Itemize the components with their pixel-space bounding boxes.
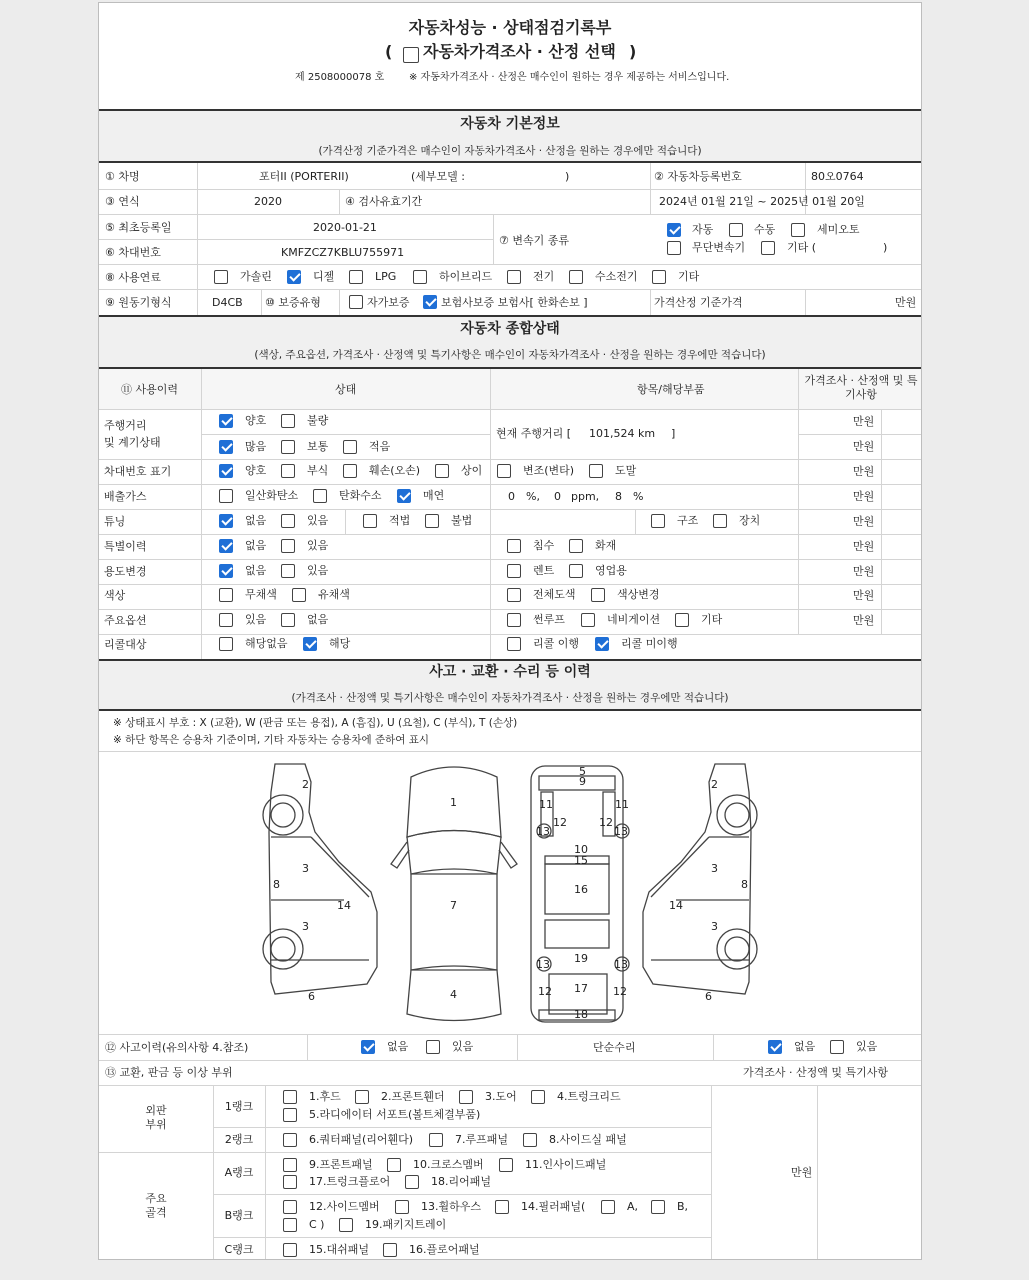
diagram-label-18: 18 <box>574 1008 588 1021</box>
part-trunk-lid-checkbox[interactable] <box>531 1090 545 1104</box>
inspection-validity: 2024년 01월 21일 ~ 2025년 01월 20일 <box>659 195 865 208</box>
special-flood-checkbox[interactable] <box>507 539 521 553</box>
accident-none-checkbox[interactable] <box>361 1040 375 1054</box>
diagram-label-13c: 13 <box>536 958 550 971</box>
emission-smoke-checkbox[interactable] <box>397 489 411 503</box>
pillar-c-checkbox[interactable] <box>283 1218 297 1232</box>
usage-business-checkbox[interactable] <box>569 564 583 578</box>
simple-repair-none-checkbox[interactable] <box>768 1040 782 1054</box>
part-front-fender-checkbox[interactable] <box>355 1090 369 1104</box>
vin-damage-checkbox[interactable] <box>343 464 357 478</box>
diagram-label-6: 6 <box>308 990 315 1003</box>
inspection-form: 자동차성능 · 상태점검기록부 ( 자동차가격조사 · 산정 선택 ) 제 2508000078 호 ※ 자동차가격조사 · 산정은 매수인이 원하는 경우 제공하는 서비스입니다. 자동차 기본정보 (가격산정 기준가격은 매수인이 자동차가격조사 · 산정을 원하는 경우에만 적습니다) ① 차명 포터II (PORTERII) (세부모델 : ) ② 자동차등록번호 80오0764 ③ 연식 2020 ④ 검사유효기간 2024년 01월 21일 ~ 2025년 01월 20일 ⑤ 최초등록일 2020-01-21 ⑦ 변속기 종류 ⑥ 차대번호 KMFZCZ7KBLU755971 자동 수동 세미오토 무단변속기 기타 ( ) ⑧ 사용연료 가솔린 디젤 LPG 하이브리드 전기 수소전기 기타 ⑨ 원동기형식 D4CB ⑩ 보증유형 자가보증 보험사보증 보험사[ 한화손보 ] 가격산정 기준가격 만원 자동차 종합상태 (색상, 주요옵션, 가격조사 · 산정액 및 특기사항은 매수인이 자동차가격조사 · 산정을 원하는 경우에만 적습니다) ⑪ 사용이력 상태 항목/해당부품 가격조사 · 산정액 및 특기사항 주행거리 및 계기상태 양호 불량 많음 보통 적음 현재 주행거리 [ 101,524 km ] 만원 만원 차대번호 표기 양호 부식 훼손(오손) 상이 변조(변타) 도말 만원 배출가스 일산화탄소 탄화수소 매연 0 %, 0 ppm, 8 % 만원 튜닝 없음 있음 적법 불법 구조 장치 만원 특별이력 없음 있음 침수 화재 만원 용도변경 없음 있음 렌트 영업용 만원 색상 무채색 유채색 전체도색 색상변경 만원 주요옵션 있음 없음 썬루프 네비게이션 기타 만원 리콜대상 해당없음 해당 리콜 이행 리콜 미이행 사고 · 교환 · 수리 등 이력 (가격조사 · 산정액 및 특기사항은 매수인이 자동차가격조사 · 산정을 원하는 경우에만 적습니다) ※ 상태표시 부호 : X (교환), W (판금 또는 용접), A (흠집), U (요철), C (부식), T (손상) ※ 하단 항목은 승용차 기준이며, 기타 자동차는 승용차에 준하여 표시 2 3 3 8 14 6 1 7 4 5 9 11 11 12 12 13 13 10 15 16 19 13 13 12 12 17 18 2 3 3 8 14 6 ⑫ 사고이력(유의사항 4.참조) 없음 있음 단순수리 없음 있음 ⑬ 교환, 판금 등 이상 부위 가격조사 · 산정액 및 특기사항 외판 부위 주요 골격 1랭크 2랭크 A랭크 B랭크 C랭크 만원 1.후드 2.프론트휀더 3.도어 4.트렁크리드 5.라디에이터 서포트(볼트체결부품) 6.쿼터패널(리어휀다) 7.루프패널 8.사이드실 패널 9.프론트패널 10.크로스멤버 11.인사이드패널 17.트렁크플로어 18.리어패널 12.사이드멤버 13.휠하우스 14.필러패널( A, B, C ) 19.패키지트레이 15.대쉬패널 16.플로어패널 <box>98 2 922 1260</box>
diagram-label-3ar: 3 <box>711 862 718 875</box>
diagram-label-5: 5 <box>579 765 586 778</box>
diagram-label-1: 1 <box>450 796 457 809</box>
warranty-self-checkbox[interactable] <box>349 295 363 309</box>
color-achromatic-checkbox[interactable] <box>219 588 233 602</box>
diagram-label-13a: 13 <box>536 825 550 838</box>
part-trunk-floor-checkbox[interactable] <box>283 1175 297 1189</box>
diagram-label-14r: 14 <box>669 899 683 912</box>
part-cross-member-checkbox[interactable] <box>387 1158 401 1172</box>
usage-none-checkbox[interactable] <box>219 564 233 578</box>
vin-corrosion-checkbox[interactable] <box>281 464 295 478</box>
part-dash-panel-checkbox[interactable] <box>283 1243 297 1257</box>
diagram-label-12a: 12 <box>553 816 567 829</box>
special-fire-checkbox[interactable] <box>569 539 583 553</box>
diagram-label-12d: 12 <box>613 985 627 998</box>
options-navigation-checkbox[interactable] <box>581 613 595 627</box>
warranty-insurance-checkbox[interactable] <box>423 295 437 309</box>
tuning-exists-checkbox[interactable] <box>281 514 295 528</box>
vin-painted-checkbox[interactable] <box>589 464 603 478</box>
recall-na-checkbox[interactable] <box>219 637 233 651</box>
recall-done-checkbox[interactable] <box>507 637 521 651</box>
outer-panel-label: 외판 부위 <box>145 1104 167 1131</box>
emission-hc-checkbox[interactable] <box>313 489 327 503</box>
fuel-diesel-checkbox[interactable] <box>287 270 301 284</box>
trans-manual-checkbox[interactable] <box>729 223 743 237</box>
accident-exists-checkbox[interactable] <box>426 1040 440 1054</box>
trans-auto-checkbox[interactable] <box>667 223 681 237</box>
vehicle-diagram <box>99 752 921 1034</box>
diagram-label-2r: 2 <box>711 778 718 791</box>
diagram-label-3br: 3 <box>711 920 718 933</box>
fuel-hydrogen-checkbox[interactable] <box>569 270 583 284</box>
fuel-other-checkbox[interactable] <box>652 270 666 284</box>
color-fullpaint-checkbox[interactable] <box>507 588 521 602</box>
diagram-label-12c: 12 <box>538 985 552 998</box>
diagram-label-11b: 11 <box>615 798 629 811</box>
diagram-label-19: 19 <box>574 952 588 965</box>
vin-different-checkbox[interactable] <box>435 464 449 478</box>
part-side-sill-checkbox[interactable] <box>523 1133 537 1147</box>
tuning-device-checkbox[interactable] <box>713 514 727 528</box>
first-registration: 2020-01-21 <box>313 221 377 234</box>
diagram-label-7: 7 <box>450 899 457 912</box>
status-title: 자동차 종합상태 <box>460 321 560 337</box>
fuel-gasoline-checkbox[interactable] <box>214 270 228 284</box>
part-side-member-checkbox[interactable] <box>283 1200 297 1214</box>
emission-co-checkbox[interactable] <box>219 489 233 503</box>
trans-cvt-checkbox[interactable] <box>667 241 681 255</box>
special-none-checkbox[interactable] <box>219 539 233 553</box>
part-package-tray-checkbox[interactable] <box>339 1218 353 1232</box>
vin-good-checkbox[interactable] <box>219 464 233 478</box>
main-frame-label: 주요 골격 <box>145 1192 167 1219</box>
tuning-illegal-checkbox[interactable] <box>425 514 439 528</box>
usage-exists-checkbox[interactable] <box>281 564 295 578</box>
registration-number: 80오0764 <box>811 170 864 183</box>
service-note: ※ 자동차가격조사 · 산정은 매수인이 원하는 경우 제공하는 서비스입니다. <box>409 72 730 83</box>
special-exists-checkbox[interactable] <box>281 539 295 553</box>
diagram-label-3a: 3 <box>302 862 309 875</box>
part-rear-panel-checkbox[interactable] <box>405 1175 419 1189</box>
insurance-company: 보험사보증 보험사[ 한화손보 ] <box>441 296 588 309</box>
diagram-label-13d: 13 <box>614 958 628 971</box>
part-door-checkbox[interactable] <box>459 1090 473 1104</box>
usage-rent-checkbox[interactable] <box>507 564 521 578</box>
tuning-legal-checkbox[interactable] <box>363 514 377 528</box>
mileage-bad-checkbox[interactable] <box>281 414 295 428</box>
part-radiator-support-checkbox[interactable] <box>283 1108 297 1122</box>
part-floor-panel-checkbox[interactable] <box>383 1243 397 1257</box>
mileage-good-checkbox[interactable] <box>219 414 233 428</box>
mileage-few-checkbox[interactable] <box>343 440 357 454</box>
diagram-label-13b: 13 <box>614 825 628 838</box>
tuning-none-checkbox[interactable] <box>219 514 233 528</box>
basic-info-title: 자동차 기본정보 <box>460 116 560 132</box>
trans-semi-checkbox[interactable] <box>791 223 805 237</box>
mileage-many-checkbox[interactable] <box>219 440 233 454</box>
recall-notdone-checkbox[interactable] <box>595 637 609 651</box>
mileage-normal-checkbox[interactable] <box>281 440 295 454</box>
color-chromatic-checkbox[interactable] <box>292 588 306 602</box>
options-other-checkbox[interactable] <box>675 613 689 627</box>
model-year: 2020 <box>254 195 282 208</box>
form-title: 자동차성능 · 상태점검기록부 <box>408 18 612 37</box>
part-front-panel-checkbox[interactable] <box>283 1158 297 1172</box>
current-mileage: 101,524 km <box>589 427 656 440</box>
pillar-b-checkbox[interactable] <box>651 1200 665 1214</box>
car-name: 포터II (PORTERII) <box>259 170 349 183</box>
diagram-label-14: 14 <box>337 899 351 912</box>
diagram-label-17: 17 <box>574 982 588 995</box>
diagram-label-2: 2 <box>302 778 309 791</box>
options-exists-checkbox[interactable] <box>219 613 233 627</box>
part-pillar-panel-checkbox[interactable] <box>495 1200 509 1214</box>
diagram-label-10: 10 <box>574 843 588 856</box>
diagram-label-8r: 8 <box>741 878 748 891</box>
left-side-view <box>263 764 377 994</box>
pillar-a-checkbox[interactable] <box>601 1200 615 1214</box>
engine-type: D4CB <box>212 296 243 309</box>
diagram-label-8: 8 <box>273 878 280 891</box>
part-hood-checkbox[interactable] <box>283 1090 297 1104</box>
fuel-electric-checkbox[interactable] <box>507 270 521 284</box>
simple-repair-exists-checkbox[interactable] <box>830 1040 844 1054</box>
recall-applicable-checkbox[interactable] <box>303 637 317 651</box>
diagram-label-6r: 6 <box>705 990 712 1003</box>
diagram-label-16: 16 <box>574 883 588 896</box>
tuning-structure-checkbox[interactable] <box>651 514 665 528</box>
trans-other-checkbox[interactable] <box>761 241 775 255</box>
color-change-checkbox[interactable] <box>591 588 605 602</box>
fuel-hybrid-checkbox[interactable] <box>413 270 427 284</box>
part-wheel-house-checkbox[interactable] <box>395 1200 409 1214</box>
vin-number: KMFZCZ7KBLU755971 <box>281 246 405 259</box>
part-inside-panel-checkbox[interactable] <box>499 1158 513 1172</box>
price-service-checkbox[interactable] <box>403 47 419 63</box>
diagram-label-9: 9 <box>579 775 586 788</box>
fuel-lpg-checkbox[interactable] <box>349 270 363 284</box>
vin-altered-checkbox[interactable] <box>497 464 511 478</box>
diagram-label-11a: 11 <box>539 798 553 811</box>
diagram-label-15: 15 <box>574 854 588 867</box>
part-roof-panel-checkbox[interactable] <box>429 1133 443 1147</box>
accident-title: 사고 · 교환 · 수리 등 이력 <box>429 664 591 680</box>
document-number: 제 2508000078 호 <box>295 72 385 83</box>
right-side-view <box>643 764 757 994</box>
diagram-label-12b: 12 <box>599 816 613 829</box>
legend-symbols: ※ 상태표시 부호 : X (교환), W (판금 또는 용접), A (흠집), U (요철), C (부식), T (손상) <box>113 717 518 729</box>
options-sunroof-checkbox[interactable] <box>507 613 521 627</box>
part-quarter-panel-checkbox[interactable] <box>283 1133 297 1147</box>
diagram-label-4: 4 <box>450 988 457 1001</box>
diagram-label-3b: 3 <box>302 920 309 933</box>
options-none-checkbox[interactable] <box>281 613 295 627</box>
legend-note: ※ 하단 항목은 승용차 기준이며, 기타 자동차는 승용차에 준하여 표시 <box>113 734 430 746</box>
